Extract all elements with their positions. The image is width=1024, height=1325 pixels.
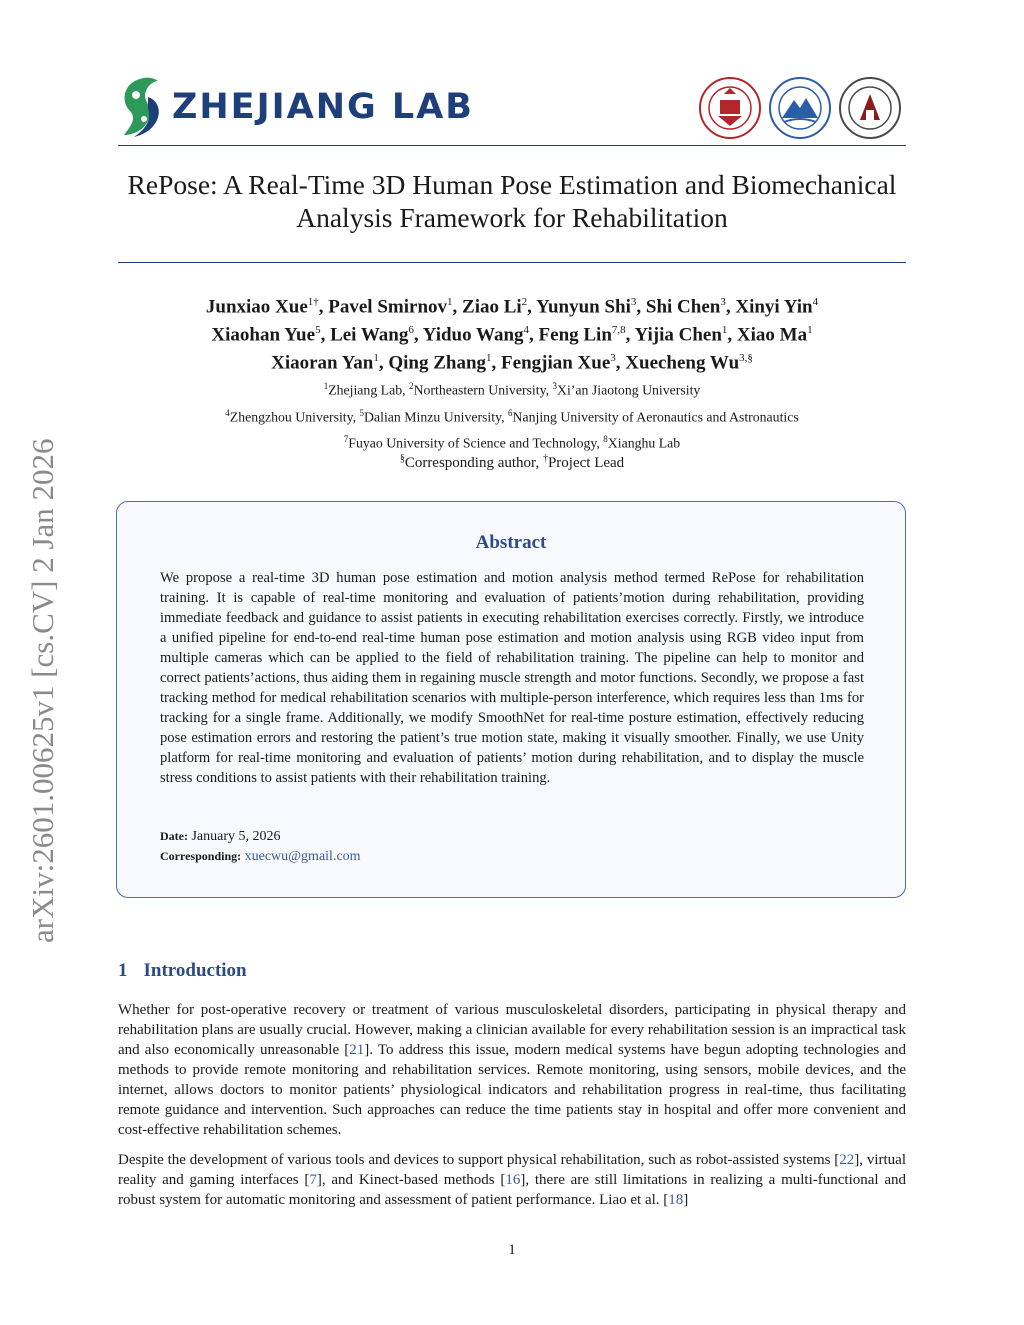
zhengzhou-university-seal-icon bbox=[838, 76, 902, 140]
lead-mark: † bbox=[542, 453, 548, 464]
affiliation: Northeastern University bbox=[413, 382, 546, 398]
author-name: Shi Chen bbox=[645, 296, 721, 318]
abstract-body: We propose a real-time 3D human pose estimation and motion analysis method termed RePose for rehabilitation training. It is capable of real-time monitoring and evaluation of patients’motion during rehabilitation, providing immediate feedback and guidance to assist patients in executing rehabilitation exercises correctly. Firstly, we introduce a unified pipeline for end-to-end real-time human pose estimation and motion analysis using RGB video input from multiple cameras which can be applied to the field of rehabilitation training. The pipeline can help to monitor and correct patients’actions, thus aiding them in regaining muscle strength and motor functions. Secondly, we propose a fast tracking method for medical rehabilitation scenarios with multiple-person interference, which requires less than 1ms for tracking for a single frame. Additionally, we modify SmoothNet for real-time posture estimation, effectively reducing pose estimation errors and restoring the patient’s true motion state, making it visually smoother. Finally, we use Unity platform for real-time monitoring and evaluation of patients’ motion during rehabilitation, and to display the muscle stress conditions to assist patients with their rehabilitation training. bbox=[160, 570, 864, 786]
author-line: Xiaoran Yan$^1$, Qing Zhang$^1$, Fengjian Xue$^3$, Xuecheng $Wu^{3,\S}$ bbox=[271, 351, 753, 373]
author-affil-mark: 4 bbox=[812, 296, 819, 308]
author-affil-mark: 3 bbox=[720, 296, 726, 308]
author-affil-mark: 1 bbox=[373, 351, 379, 364]
author-name: Qing Zhang bbox=[388, 351, 487, 373]
abstract-date bbox=[160, 829, 281, 845]
section-number: 1 bbox=[118, 960, 128, 981]
citation-link[interactable]: 18 bbox=[668, 1192, 684, 1208]
citation-link[interactable]: 22 bbox=[839, 1152, 855, 1168]
affil-mark: 4 bbox=[225, 407, 230, 418]
affiliation: Dalian Minzu University bbox=[364, 409, 502, 425]
affil-mark: 2 bbox=[409, 381, 414, 391]
author-affil-mark: 6 bbox=[408, 323, 414, 336]
affiliations bbox=[90, 375, 934, 455]
paper-title bbox=[100, 168, 924, 234]
abstract-corresponding bbox=[160, 849, 361, 865]
affiliation: Xi’an Jiaotong University bbox=[557, 382, 701, 398]
arxiv-identifier: arXiv:2601.00625v1 [cs.CV] 2 Jan 2026 bbox=[25, 438, 60, 943]
author-affil-mark: 3,§ bbox=[739, 351, 753, 364]
para-text: Despite the development of various tools and devices to support physical rehabilitation, such as robot-assisted systems [ bbox=[118, 1152, 840, 1168]
corr-text: Corresponding author, bbox=[404, 455, 543, 471]
header-rule bbox=[118, 145, 906, 146]
author-name: Ziao Li bbox=[462, 296, 522, 318]
author-name: Xiaoran Yan bbox=[271, 351, 374, 373]
title-line: Analysis Framework for Rehabilitation bbox=[296, 202, 728, 233]
zhejiang-lab-emblem-icon bbox=[118, 75, 164, 139]
author-name: Xinyi Yin bbox=[735, 296, 813, 318]
affiliation-line: $^1$Zhejiang Lab, $^2$Northeastern University, $^3$Xi’an Jiaotong University bbox=[323, 381, 701, 398]
logo-text: ZHEJIANG LAB bbox=[172, 86, 474, 127]
para-text: Whether for post-operative recovery or treatment of various musculoskeletal disorders, participating in physical therapy and rehabilitation plans are usually crucial. However, making a clinician available for every rehabilitation session is an impractical task and also economically unreasonable [ bbox=[118, 1002, 906, 1058]
corr-mark: § bbox=[399, 453, 405, 464]
intro-paragraph-1 bbox=[118, 1000, 906, 1140]
affil-mark: 6 bbox=[508, 407, 513, 418]
author-name: Yijia Chen bbox=[634, 324, 722, 346]
author-list bbox=[90, 291, 934, 374]
author-name: Junxiao Xue bbox=[205, 296, 308, 318]
affiliation: Xianghu Lab bbox=[607, 435, 681, 451]
affil-mark: 1 bbox=[323, 381, 329, 391]
affil-mark: 7 bbox=[343, 434, 349, 445]
para-text: ], there are still limitations in realizing a multi-functional and robust system for automatic monitoring and assessment of patient performance. Liao et al. [ bbox=[118, 1172, 907, 1208]
para-text: ] bbox=[683, 1192, 689, 1208]
affiliation-line: $^7$Fuyao University of Science and Technology, $^8$Xianghu Lab bbox=[343, 434, 681, 451]
affil-mark: 3 bbox=[552, 381, 557, 391]
affiliation-line: $^4$Zhengzhou University, $^5$Dalian Minzu University, $^6$Nanjing University of Aeronautics and Astronautics bbox=[225, 407, 799, 425]
affiliation: Zhejiang Lab bbox=[328, 382, 403, 398]
author-name: Feng Lin bbox=[538, 324, 612, 346]
citation-link[interactable]: 16 bbox=[505, 1172, 521, 1188]
author-name: Yiduo Wang bbox=[422, 324, 524, 346]
author-affil-mark: 1 bbox=[486, 351, 492, 364]
citation-link[interactable]: 21 bbox=[349, 1042, 365, 1058]
title-line: RePose: A Real-Time 3D Human Pose Estimation and Biomechanical bbox=[127, 169, 897, 200]
author-affil-mark: 5 bbox=[315, 323, 321, 336]
author-line: Junxiao Xue$^{1\dagger}$, Pavel Smirnov$^1$, Ziao Li$^2$, Yunyun Shi$^3$, Shi Chen$^3$, Xinyi Yin$^4$ bbox=[205, 296, 819, 318]
author-affil-mark: 7,8 bbox=[611, 323, 626, 336]
author-name: Yunyun Shi bbox=[535, 296, 631, 318]
abstract-box bbox=[116, 501, 906, 898]
affiliation: Nanjing University of Aeronautics and Astronautics bbox=[512, 409, 799, 425]
author-name: Xuecheng Wu bbox=[625, 351, 740, 373]
lead-text: Project Lead bbox=[547, 455, 625, 471]
author-affil-mark: 3 bbox=[610, 351, 616, 364]
section-title: Introduction bbox=[143, 960, 247, 981]
author-affil-mark: 1 bbox=[721, 323, 728, 336]
author-affil-mark: 4 bbox=[523, 323, 530, 336]
intro-paragraph-2 bbox=[118, 1150, 906, 1210]
page-number: 1 bbox=[508, 1242, 516, 1258]
date-value: January 5, 2026 bbox=[191, 829, 281, 844]
para-text: ], and Kinect-based methods [ bbox=[316, 1172, 506, 1188]
author-name: Lei Wang bbox=[330, 324, 409, 346]
affil-mark: 8 bbox=[603, 434, 608, 445]
corresponding-label: Corresponding: bbox=[160, 849, 242, 863]
corresponding-note bbox=[90, 453, 934, 472]
author-affil-mark: 2 bbox=[521, 296, 528, 308]
author-line: Xiaohan Yue$^5$, Lei Wang$^6$, Yiduo Wang$^4$, Feng Lin$^{7,8}$, Yijia Chen$^1$, Xiao Ma$^1$ bbox=[211, 323, 813, 346]
citation-link[interactable]: 7 bbox=[309, 1172, 317, 1188]
title-rule bbox=[118, 262, 906, 263]
author-affil-mark: 3 bbox=[630, 296, 637, 308]
abstract-title: Abstract bbox=[475, 532, 547, 553]
author-name: Fengjian Xue bbox=[501, 351, 611, 373]
university-seals bbox=[698, 76, 902, 140]
affiliation: Zhengzhou University bbox=[229, 409, 353, 425]
author-affil-mark: 1 bbox=[447, 296, 453, 308]
author-name: Pavel Smirnov bbox=[328, 296, 448, 318]
para-text: ]. To address this issue, modern medical systems have begun adopting technologies and methods to provide remote monitoring and rehabilitation services. Remote monitoring, using sensors, mobile devices, and the internet, allows doctors to monitor patients’ physiological indicators and rehabilitation progress in real-time, thus facilitating remote guidance and intervention. Such approaches can reduce the time patients stay in hospital and offer more convenient and cost-effective rehabilitation schemes. bbox=[118, 1042, 907, 1138]
author-affil-mark: 1 bbox=[807, 323, 813, 336]
affil-mark: 5 bbox=[359, 407, 365, 418]
author-name: Xiaohan Yue bbox=[211, 324, 316, 346]
author-name: Xiao Ma bbox=[736, 324, 808, 346]
corresponding-email-link[interactable]: xuecwu@gmail.com bbox=[244, 849, 361, 864]
para-text: ], virtual reality and gaming interfaces [ bbox=[118, 1152, 906, 1188]
xian-jiaotong-university-seal-icon bbox=[698, 76, 762, 140]
affiliation: Fuyao University of Science and Technology bbox=[348, 435, 597, 451]
northeastern-university-seal-icon bbox=[768, 76, 832, 140]
section-heading bbox=[118, 960, 247, 982]
date-label: Date: bbox=[160, 829, 188, 843]
author-affil-mark: 1† bbox=[307, 296, 319, 308]
zhejiang-lab-logo bbox=[118, 74, 474, 140]
